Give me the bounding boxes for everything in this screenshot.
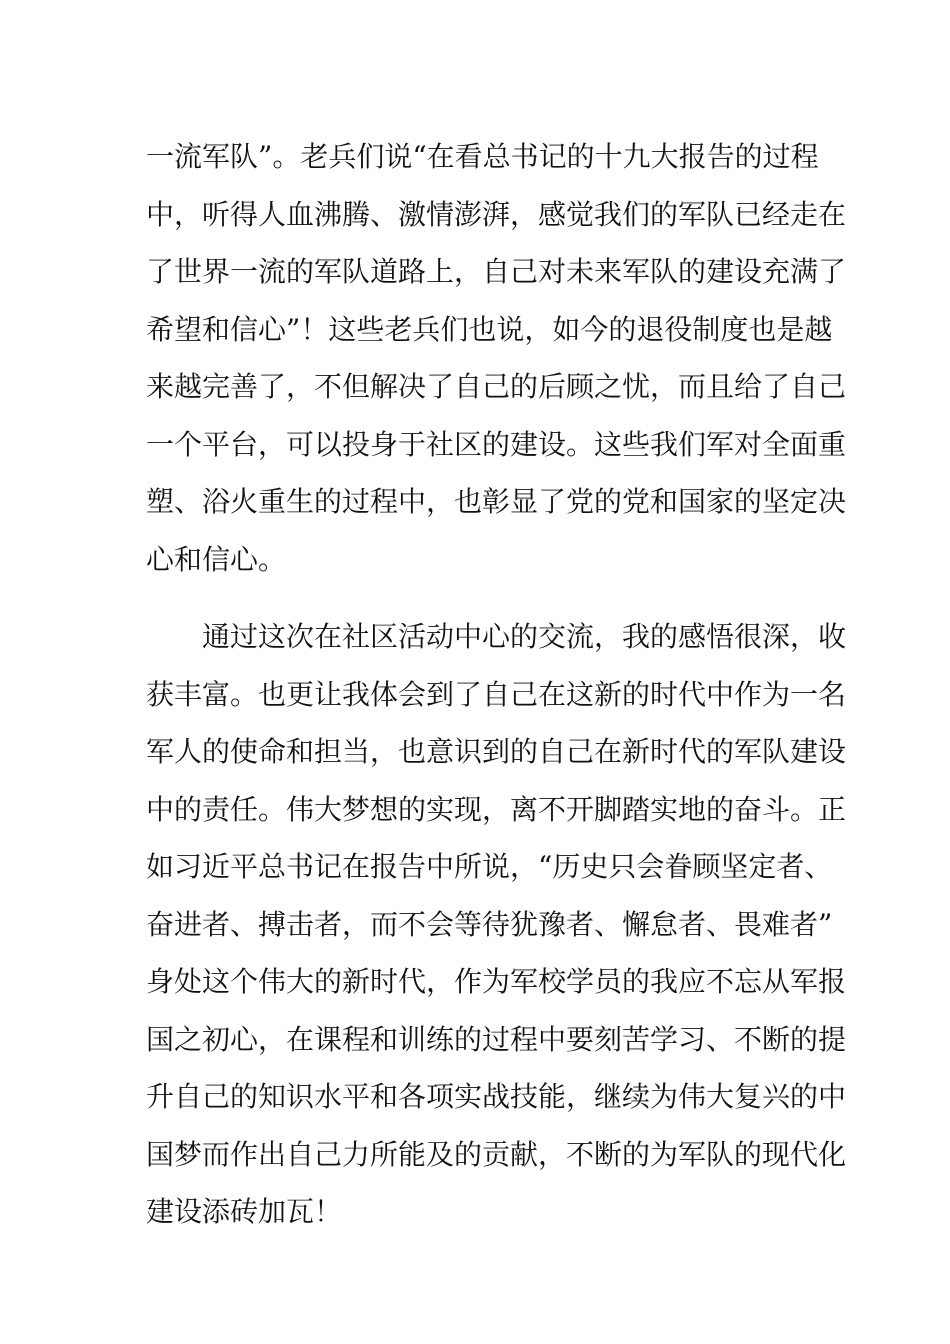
text-line: 来越完善了，不但解决了自己的后顾之忧，而且给了自己 — [146, 370, 847, 403]
paragraph-2 — [146, 608, 847, 1241]
text-line: 一流军队”。老兵们说“在看总书记的十九大报告的过程 — [146, 140, 819, 173]
text-line: 一个平台，可以投身于社区的建设。这些我们军对全面重 — [146, 427, 847, 461]
document-body — [146, 128, 847, 1241]
text-line: 中的责任。伟大梦想的实现，离不开脚踏实地的奋斗。正 — [146, 792, 847, 826]
paragraph-gap — [146, 588, 810, 608]
text-line: 塑、浴火重生的过程中，也彰显了党的党和国家的坚定决 — [146, 485, 847, 518]
text-line: 希望和信心”！这些老兵们也说，如今的退役制度也是越 — [146, 312, 833, 346]
text-line: 身处这个伟大的新时代，作为军校学员的我应不忘从军报 — [146, 965, 847, 998]
text-line: 升自己的知识水平和各项实战技能，继续为伟大复兴的中 — [146, 1080, 847, 1113]
text-line: 建设添砖加瓦！ — [146, 1195, 343, 1228]
text-line: 国之初心，在课程和训练的过程中要刻苦学习、不断的提 — [146, 1022, 847, 1056]
text-line: 心和信心。 — [146, 542, 287, 576]
text-line: 了世界一流的军队道路上，自己对未来军队的建设充满了 — [146, 255, 847, 288]
text-line: 通过这次在社区活动中心的交流，我的感悟很深，收 — [202, 620, 847, 653]
text-line: 获丰富。也更让我体会到了自己在这新的时代中作为一名 — [146, 677, 847, 711]
text-line: 奋进者、搏击者，而不会等待犹豫者、懈怠者、畏难者” — [146, 907, 833, 941]
paragraph-1 — [146, 128, 847, 588]
text-line: 国梦而作出自己力所能及的贡献，不断的为军队的现代化 — [146, 1137, 847, 1171]
text-line: 军人的使命和担当，也意识到的自己在新时代的军队建设 — [146, 735, 847, 768]
text-line: 中，听得人血沸腾、激情澎湃，感觉我们的军队已经走在 — [146, 197, 847, 231]
text-line: 如习近平总书记在报告中所说，“历史只会眷顾坚定者、 — [146, 850, 833, 883]
